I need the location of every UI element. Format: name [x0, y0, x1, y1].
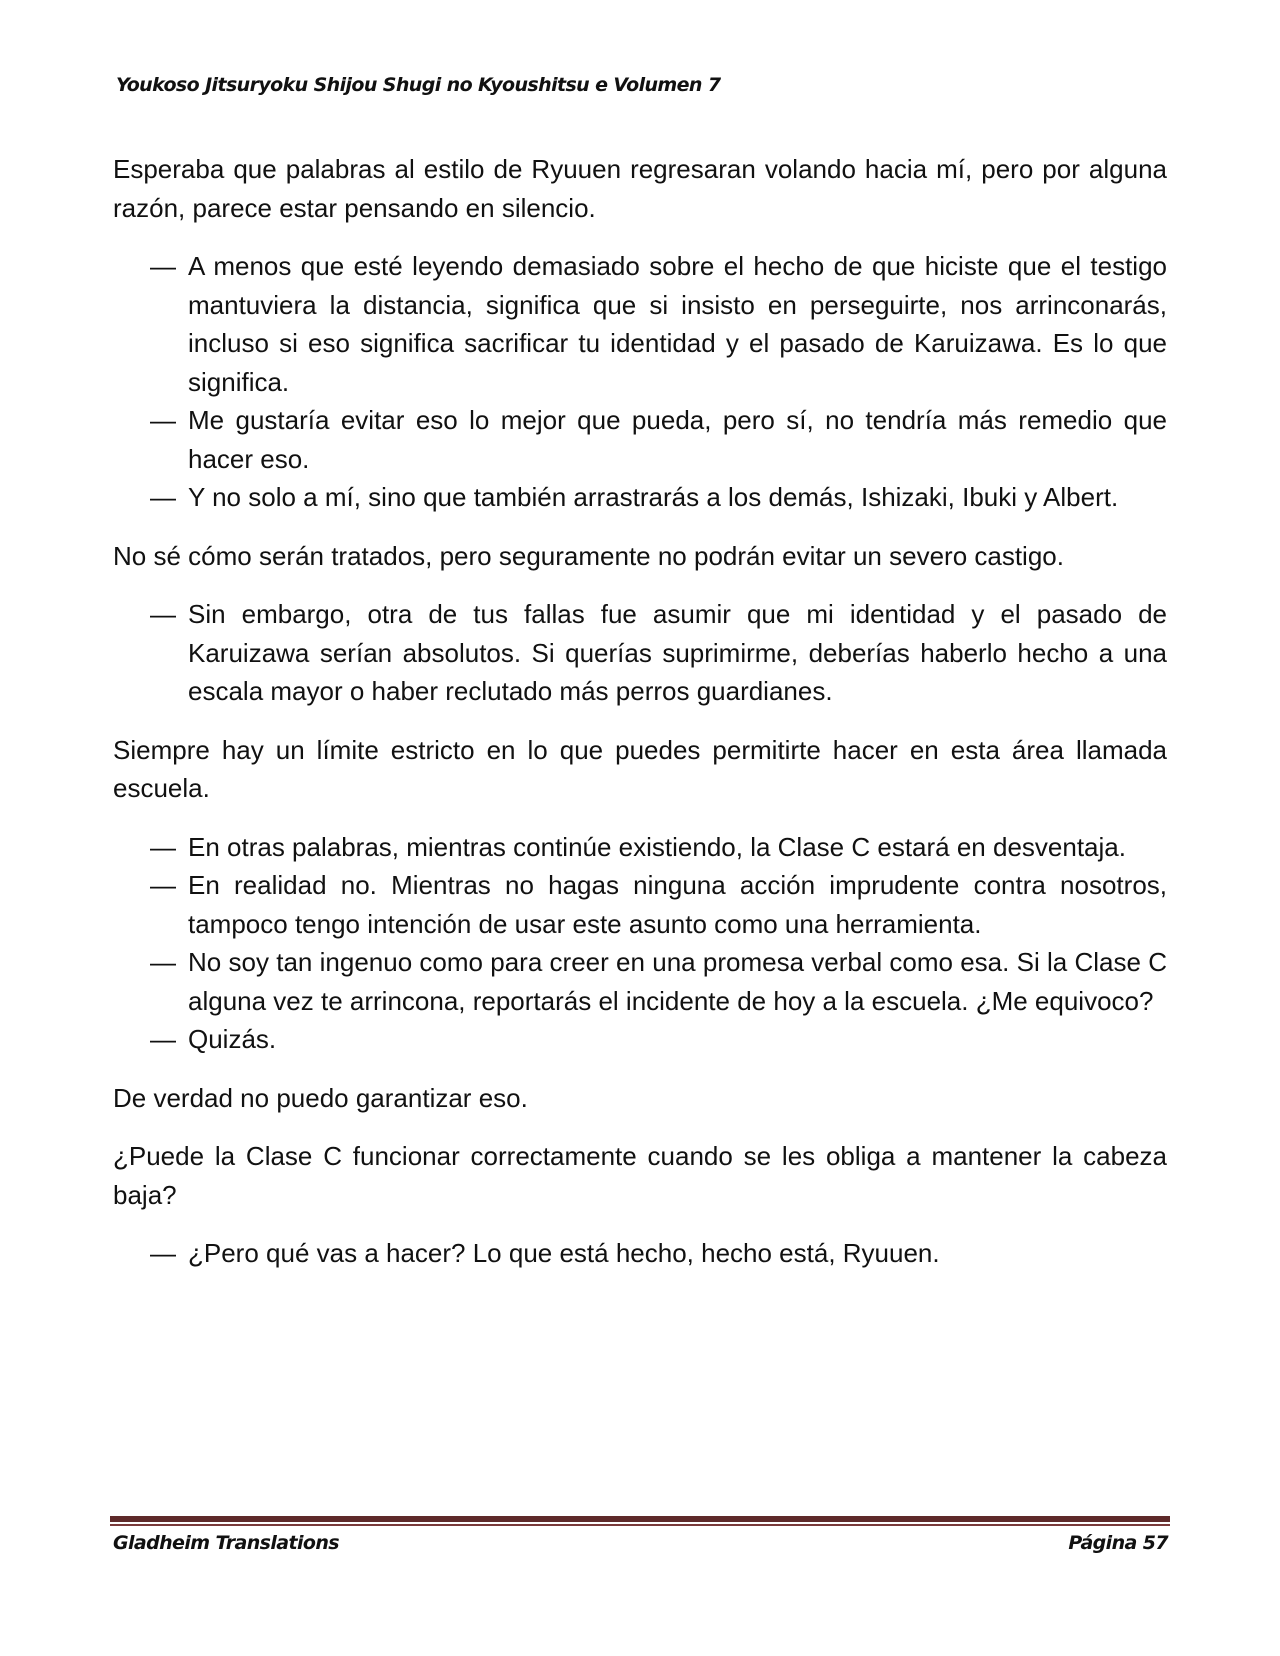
dialogue-line: — Me gustaría evitar eso lo mejor que pueda, pero sí, no tendría más remedio que hacer eso. — [113, 401, 1167, 478]
em-dash: — — [150, 405, 176, 435]
page-body — [113, 150, 1167, 1293]
dialogue-line: — En realidad no. Mientras no hagas ninguna acción imprudente contra nosotros, tampoco tengo intención de usar este asunto como una herramienta. — [113, 866, 1167, 943]
footer-rule-thin — [110, 1524, 1170, 1526]
em-dash: — — [150, 1024, 176, 1054]
dialogue-group — [113, 828, 1167, 1059]
narration-paragraph: De verdad no puedo garantizar eso. — [113, 1082, 528, 1113]
em-dash: — — [150, 599, 176, 629]
footer-page-number: Página 57 — [1068, 1532, 1168, 1554]
narration-paragraph: Esperaba que palabras al estilo de Ryuuen regresaran volando hacia mí, pero por alguna razón, parece estar pensando en silencio. — [113, 154, 1167, 223]
running-header: Youkoso Jitsuryoku Shijou Shugi no Kyoushitsu e Volumen 7 — [116, 74, 721, 96]
narration-paragraph: Siempre hay un límite estricto en lo que puedes permitirte hacer en esta área llamada escuela. — [113, 734, 1167, 803]
dialogue-group — [113, 1234, 1167, 1273]
footer-publisher: Gladheim Translations — [113, 1532, 339, 1554]
em-dash: — — [150, 831, 176, 862]
dialogue-line: — Sin embargo, otra de tus fallas fue asumir que mi identidad y el pasado de Karuizawa serían absolutos. Si querías suprimirme, deberías haberlo hecho a una escala mayor o haber reclutado más perros guardianes. — [113, 595, 1167, 711]
em-dash: — — [150, 251, 176, 281]
em-dash: — — [150, 482, 176, 512]
em-dash: — — [150, 947, 176, 977]
dialogue-group — [113, 247, 1167, 517]
em-dash: — — [150, 870, 176, 900]
dialogue-group — [113, 595, 1167, 711]
dialogue-line: — Quizás. — [113, 1020, 1167, 1059]
em-dash: — — [150, 1238, 176, 1268]
dialogue-line: — ¿Pero qué vas a hacer? Lo que está hecho, hecho está, Ryuuen. — [113, 1234, 1167, 1273]
dialogue-line: — Y no solo a mí, sino que también arrastrarás a los demás, Ishizaki, Ibuki y Albert. — [113, 478, 1167, 517]
dialogue-line: — En otras palabras, mientras continúe existiendo, la Clase C estará en desventaja. — [113, 828, 1167, 867]
narration-paragraph: No sé cómo serán tratados, pero seguramente no podrán evitar un severo castigo. — [113, 540, 1064, 571]
footer-rule — [110, 1516, 1170, 1522]
narration-paragraph: ¿Puede la Clase C funcionar correctamente cuando se les obliga a mantener la cabeza baja? — [113, 1141, 1167, 1210]
dialogue-line: — No soy tan ingenuo como para creer en una promesa verbal como esa. Si la Clase C alguna vez te arrincona, reportarás el incidente de hoy a la escuela. ¿Me equivoco? — [113, 943, 1167, 1020]
dialogue-line: — A menos que esté leyendo demasiado sobre el hecho de que hiciste que el testigo mantuviera la distancia, significa que si insisto en perseguirte, nos arrinconarás, incluso si eso significa sacrificar tu identidad y el pasado de Karuizawa. Es lo que significa. — [113, 247, 1167, 401]
